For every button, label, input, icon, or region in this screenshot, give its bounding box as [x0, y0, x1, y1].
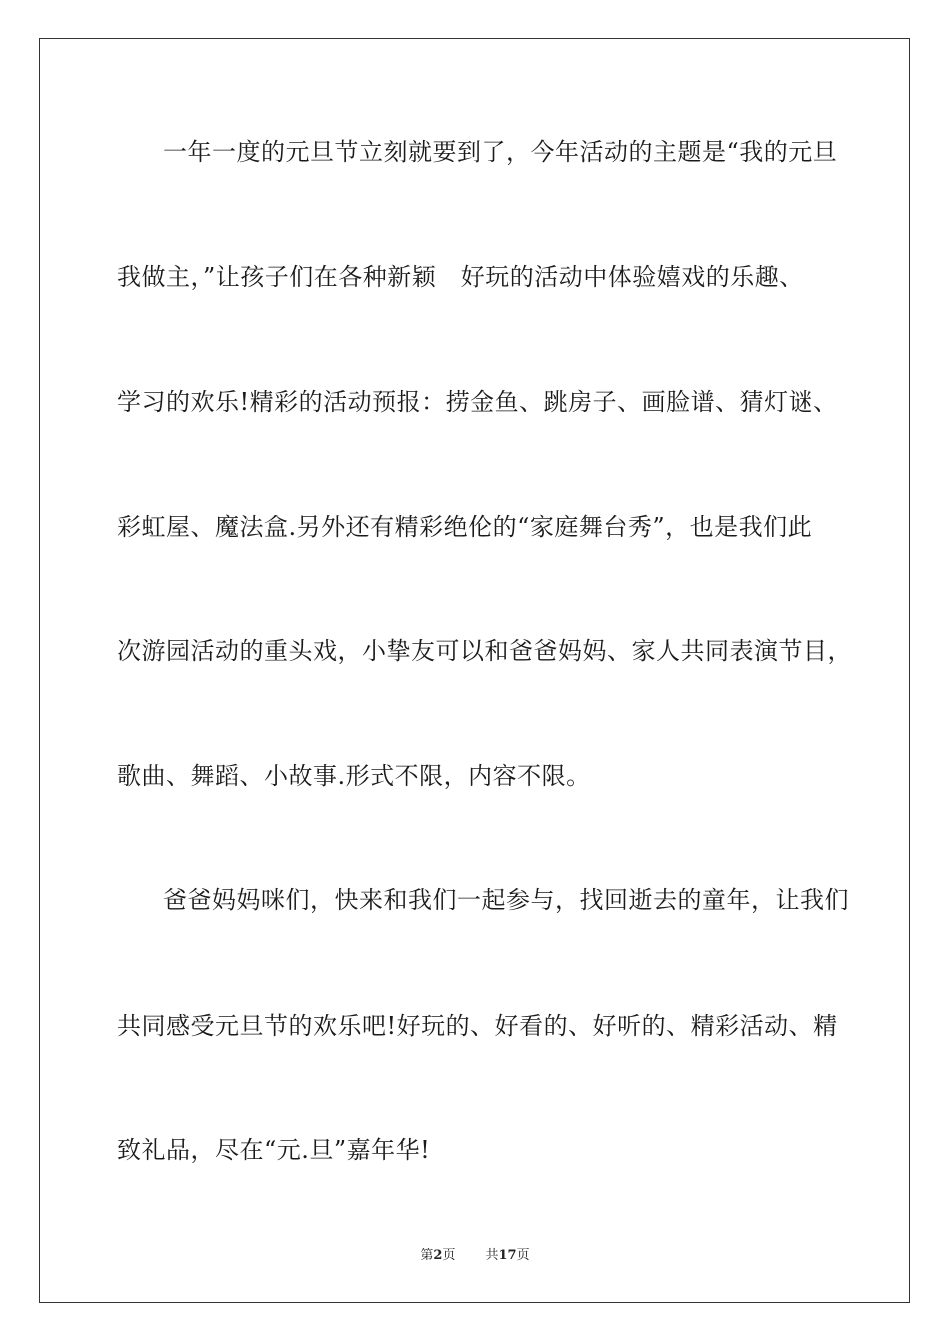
- footer-total-pages: 17: [498, 1248, 517, 1263]
- footer-page-number: 2: [433, 1248, 443, 1263]
- footer-total-unit: 页: [516, 1248, 530, 1263]
- paragraph-1-line-1: 一年一度的元旦节立刻就要到了，今年活动的主题是“我的元旦: [163, 138, 838, 166]
- page-border: [39, 38, 910, 1303]
- page-footer: [0, 1247, 950, 1265]
- paragraph-1-line-4: 彩虹屋、魔法盒.另外还有精彩绝伦的“家庭舞台秀”，也是我们此: [117, 513, 813, 541]
- paragraph-1-line-2: 我做主，”让孩子们在各种新颖 好玩的活动中体验嬉戏的乐趣、: [117, 263, 804, 291]
- paragraph-1-line-6: 歌曲、舞蹈、小故事.形式不限，内容不限。: [117, 762, 591, 790]
- paragraph-1-line-3: 学习的欢乐!精彩的活动预报：捞金鱼、跳房子、画脸谱、猜灯谜、: [117, 388, 838, 416]
- paragraph-2-line-2: 共同感受元旦节的欢乐吧!好玩的、好看的、好听的、精彩活动、精: [117, 1012, 838, 1040]
- paragraph-2-line-1: 爸爸妈妈咪们，快来和我们一起参与，找回逝去的童年，让我们: [163, 886, 849, 914]
- paragraph-1-line-5: 次游园活动的重头戏，小挚友可以和爸爸妈妈、家人共同表演节目，: [117, 637, 852, 665]
- footer-page-unit: 页: [442, 1248, 456, 1263]
- footer-total-prefix: 共: [485, 1248, 499, 1263]
- paragraph-2-line-3: 致礼品，尽在“元.旦”嘉年华!: [117, 1136, 431, 1164]
- footer-prefix: 第: [420, 1248, 434, 1263]
